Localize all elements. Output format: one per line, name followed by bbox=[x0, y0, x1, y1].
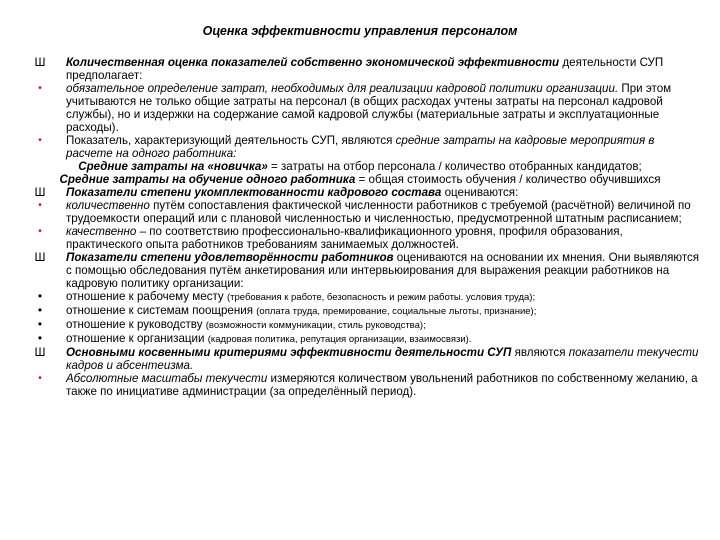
item-italic-text: Абсолютные масштабы текучести bbox=[66, 372, 268, 385]
list-item bbox=[20, 251, 700, 290]
formula-text: = затраты на отбор персонала / количество отобранных кандидатов; bbox=[267, 160, 642, 173]
list-item bbox=[20, 82, 700, 134]
item-italic-text: средние затраты на кадровые мероприятия в расчете на одного работника: bbox=[66, 134, 655, 160]
item-bold-text: Количественная оценка показателей собственно экономической эффективности bbox=[66, 56, 560, 69]
item-text: измеряются количеством увольнений работников по собственному желанию, а также по инициативе администрации (за определённый период). bbox=[66, 372, 698, 398]
list-item bbox=[20, 186, 700, 199]
square-bullet-icon: Ш bbox=[34, 250, 46, 264]
item-text: Показатель, характеризующий деятельность СУП, являются bbox=[66, 134, 396, 147]
item-text: являются bbox=[511, 346, 569, 359]
list-item bbox=[20, 372, 700, 398]
item-text: путём сопоставления фактической численности работников с требуемой (расчётной) величиной по трудоемкости операций или с плановой численностью и численностью, предусмотренной штатным расписанием; bbox=[66, 199, 691, 225]
list-item bbox=[20, 304, 700, 318]
item-bold-text: Показатели степени удовлетворённости работников bbox=[66, 251, 394, 264]
item-note: (возможности коммуникации, стиль руководства); bbox=[205, 320, 426, 331]
item-italic-text: обязательное определение затрат, необходимых для реализации кадровой политики организации. bbox=[66, 82, 619, 95]
item-text: отношение к организации bbox=[66, 332, 208, 345]
formula-line bbox=[20, 160, 700, 173]
item-italic-text: количественно bbox=[66, 199, 150, 212]
bullet-icon: • bbox=[38, 200, 42, 211]
item-text: оцениваются: bbox=[441, 186, 519, 199]
item-bold-text: Основными косвенными критериями эффективности деятельности СУП bbox=[66, 346, 512, 359]
item-note: (требования к работе, безопасность и режим работы. условия труда); bbox=[226, 292, 536, 303]
bullet-icon: • bbox=[37, 317, 43, 331]
item-text: отношение к рабочему месту bbox=[66, 290, 227, 303]
bullet-icon: • bbox=[37, 303, 43, 317]
list-item bbox=[20, 318, 700, 332]
item-note: (оплата труда, премирование, социальные льготы, признание); bbox=[256, 306, 537, 317]
square-bullet-icon: Ш bbox=[34, 55, 46, 69]
list-item bbox=[20, 332, 700, 346]
list-item bbox=[20, 199, 700, 225]
slide-content bbox=[20, 56, 700, 398]
item-text: – по соответствию профессионально-квалификационного уровня, профиля образования, практического опыта работников требованиям занимаемых должностей. bbox=[66, 225, 623, 251]
item-text: оцениваются на основании их мнения. Они выявляются с помощью обследования путём анкетирования или интервьюирования для выражения реакции работников на кадровую политику организации: bbox=[66, 251, 700, 290]
bullet-icon: • bbox=[37, 331, 43, 345]
square-bullet-icon: Ш bbox=[34, 345, 46, 359]
item-italic-text: показатели текучести кадров bbox=[66, 346, 699, 372]
item-italic-text: качественно bbox=[66, 225, 137, 238]
bullet-icon: • bbox=[38, 226, 42, 237]
square-bullet-icon: Ш bbox=[34, 185, 46, 199]
formula-text: = общая стоимость обучения / количество обучившихся bbox=[355, 173, 661, 186]
bullet-icon: • bbox=[38, 83, 42, 94]
item-text: отношение к системам поощрения bbox=[66, 304, 257, 317]
list-item bbox=[20, 56, 700, 82]
list-item bbox=[20, 290, 700, 304]
formula-label: Средние затраты на «новичка» bbox=[78, 160, 268, 173]
item-text: При этом учитываются не только общие затраты на персонал (в общих расходах учтены затраты на персонал кадровой службы), но и издержки на содержание самой кадровой службы (материальные затраты и эксплуатационные расходы). bbox=[66, 82, 672, 134]
item-text: и bbox=[103, 359, 117, 372]
formula-line bbox=[20, 173, 700, 186]
item-italic-text: абсентеизма. bbox=[116, 359, 194, 372]
bullet-icon: • bbox=[37, 289, 43, 303]
item-bold-text: Показатели степени укомплектованности кадрового состава bbox=[66, 186, 442, 199]
list-item bbox=[20, 346, 700, 372]
page-title: Оценка эффективности управления персоналом bbox=[202, 24, 518, 38]
formula-label: Средние затраты на обучение одного работника bbox=[59, 173, 356, 186]
list-item bbox=[20, 225, 700, 251]
bullet-icon: • bbox=[38, 373, 42, 384]
item-note: (кадровая политика, репутация организации, взаимосвязи). bbox=[207, 334, 472, 345]
item-text: отношение к руководству bbox=[66, 318, 206, 331]
list-item bbox=[20, 134, 700, 160]
bullet-icon: • bbox=[38, 135, 42, 146]
item-text: деятельности СУП предполагает: bbox=[66, 56, 664, 82]
